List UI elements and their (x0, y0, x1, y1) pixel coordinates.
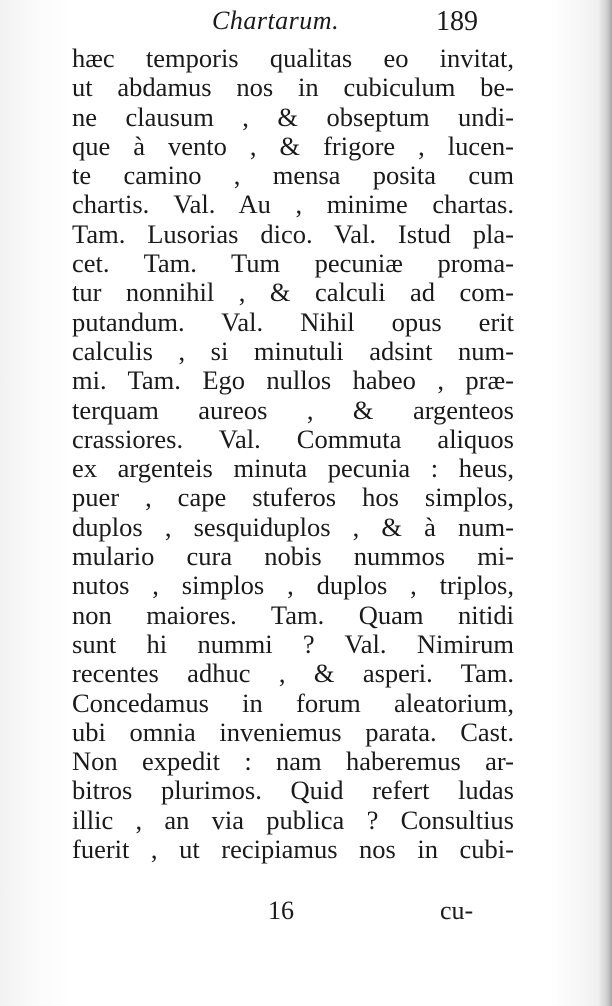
text-line: putandum. Val. Nihil opus erit (72, 307, 514, 337)
page-number: 189 (436, 6, 478, 37)
text-line: sunt hi nummi ? Val. Nimirum (72, 629, 514, 659)
running-head: Chartarum. (212, 6, 340, 35)
text-line: Concedamus in forum aleatorium, (72, 688, 514, 718)
text-line: ubi omnia inveniemus parata. Cast. (72, 717, 514, 747)
text-line: terquam aureos , & argenteos (72, 395, 514, 425)
text-line: hæc temporis qualitas eo invitat, (72, 44, 514, 73)
text-line: mulario cura nobis nummos mi- (72, 542, 514, 572)
page-footer (0, 896, 612, 936)
text-line: tur nonnihil , & calculi ad com- (72, 278, 514, 308)
text-line: que à vento , & frigore , lucen- (72, 131, 514, 161)
page-header (0, 6, 612, 46)
text-line: recentes adhuc , & asperi. Tam. (72, 659, 514, 689)
body-text (72, 44, 514, 864)
text-line: duplos , sesquiduplos , & à num- (72, 512, 514, 542)
text-line: Non expedit : nam haberemus ar- (72, 747, 514, 777)
text-line: Tam. Lusorias dico. Val. Istud pla- (72, 219, 514, 249)
text-line: ne clausum , & obseptum undi- (72, 102, 514, 132)
text-line: calculis , si minutuli adsint num- (72, 336, 514, 366)
text-line: puer , cape stuferos hos simplos, (72, 483, 514, 513)
text-line: chartis. Val. Au , minime chartas. (72, 190, 514, 220)
text-line: illic , an via publica ? Consultius (72, 805, 514, 835)
text-line: fuerit , ut recipiamus nos in cubi- (72, 835, 514, 865)
text-line: te camino , mensa posita cum (72, 161, 514, 191)
page-edge-shadow (598, 0, 612, 1006)
catchword: cu- (440, 896, 474, 925)
text-line: mi. Tam. Ego nullos habeo , præ- (72, 366, 514, 396)
text-line: cet. Tam. Tum pecuniæ proma- (72, 249, 514, 279)
signature-mark: 16 (268, 896, 294, 925)
text-line: ut abdamus nos in cubiculum be- (72, 73, 514, 103)
text-line: ex argenteis minuta pecunia : heus, (72, 454, 514, 484)
text-line: non maiores. Tam. Quam nitidi (72, 600, 514, 630)
text-line: bitros plurimos. Quid refert ludas (72, 776, 514, 806)
text-line: crassiores. Val. Commuta aliquos (72, 424, 514, 454)
text-line: nutos , simplos , duplos , triplos, (72, 571, 514, 601)
